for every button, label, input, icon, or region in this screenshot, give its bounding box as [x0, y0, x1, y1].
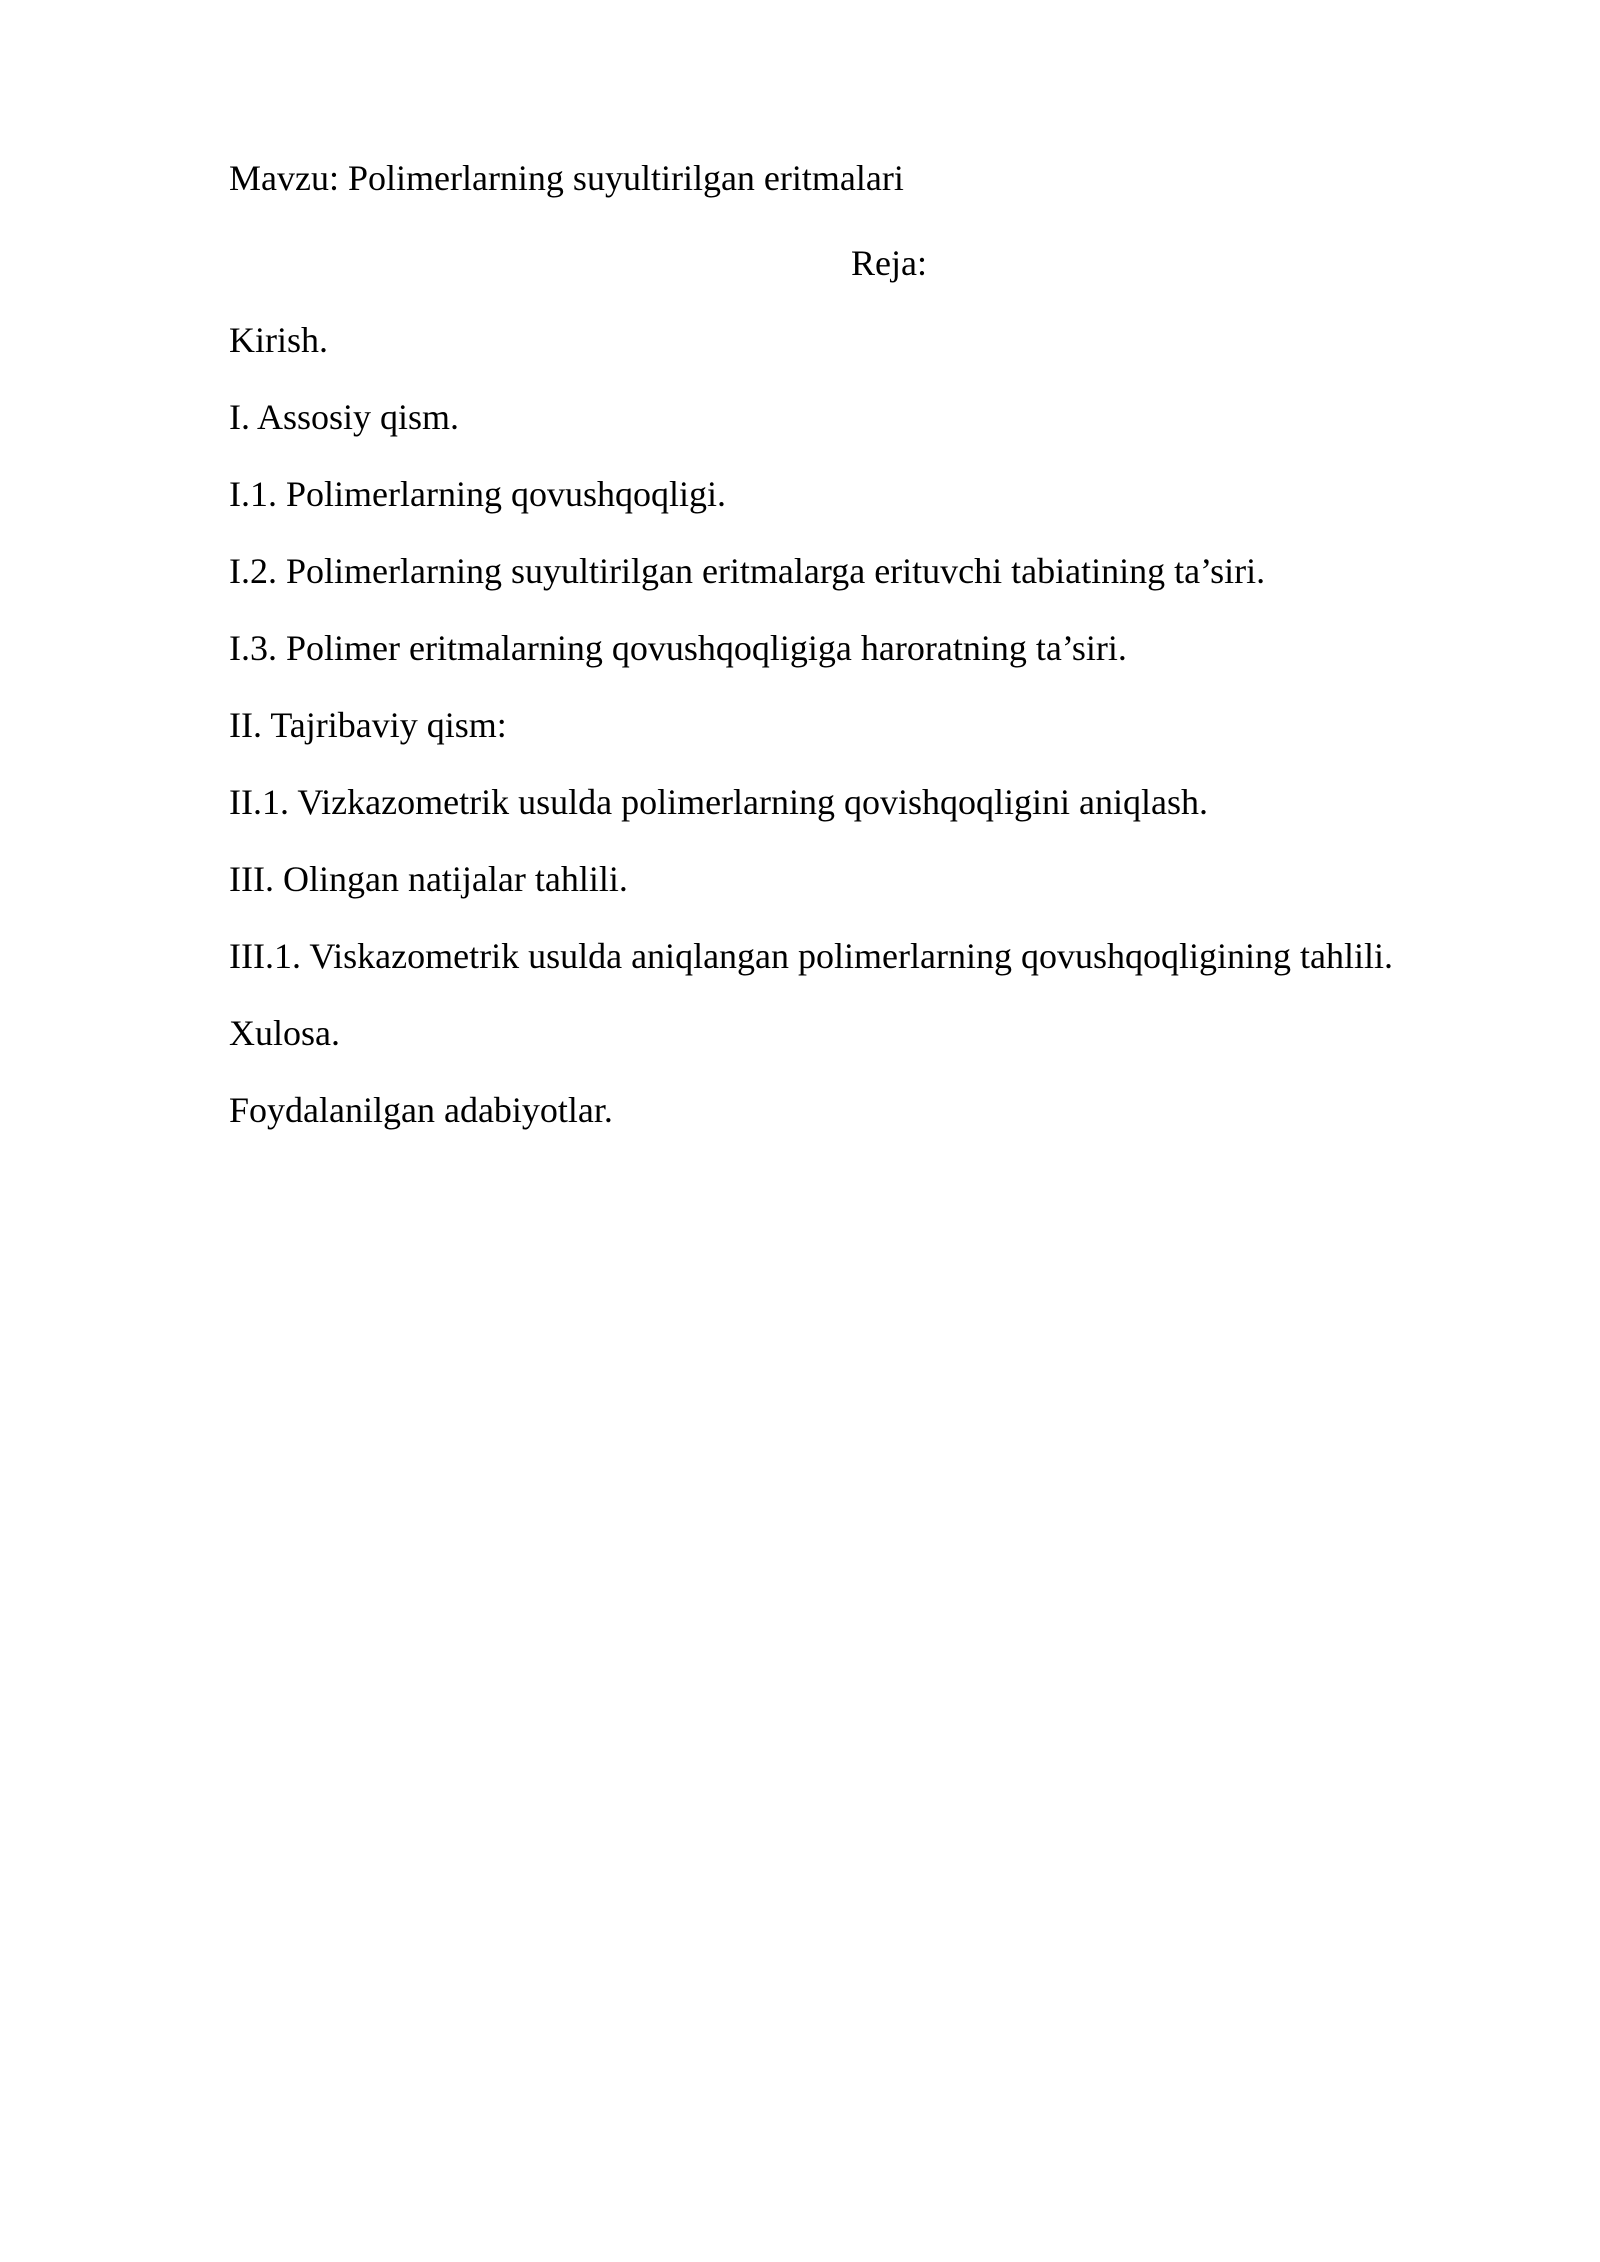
- outline-item: III. Olingan natijalar tahlili.: [229, 859, 628, 899]
- plan-heading: Reja:: [851, 243, 927, 283]
- document-body: [229, 148, 1459, 1149]
- outline-item: I.1. Polimerlarning qovushqoqligi.: [229, 474, 726, 514]
- outline-list: [229, 302, 1459, 1149]
- outline-item: II. Tajribaviy qism:: [229, 705, 507, 745]
- outline-item: I.2. Polimerlarning suyultirilgan eritmalarga erituvchi tabiatining ta’siri.: [229, 551, 1266, 591]
- outline-item: I.3. Polimer eritmalarning qovushqoqligiga haroratning ta’siri.: [229, 628, 1127, 668]
- outline-item: Kirish.: [229, 320, 328, 360]
- outline-item: Xulosa.: [229, 1013, 340, 1053]
- outline-item: I. Assosiy qism.: [229, 397, 460, 437]
- outline-item: Foydalanilgan adabiyotlar.: [229, 1090, 613, 1130]
- document-title: Mavzu: Polimerlarning suyultirilgan eritmalari: [229, 158, 904, 198]
- outline-item: III.1. Viskazometrik usulda aniqlangan polimerlarning qovushqoqligining tahlili.: [229, 936, 1393, 976]
- outline-item: II.1. Vizkazometrik usulda polimerlarning qovishqoqligini aniqlash.: [229, 782, 1208, 822]
